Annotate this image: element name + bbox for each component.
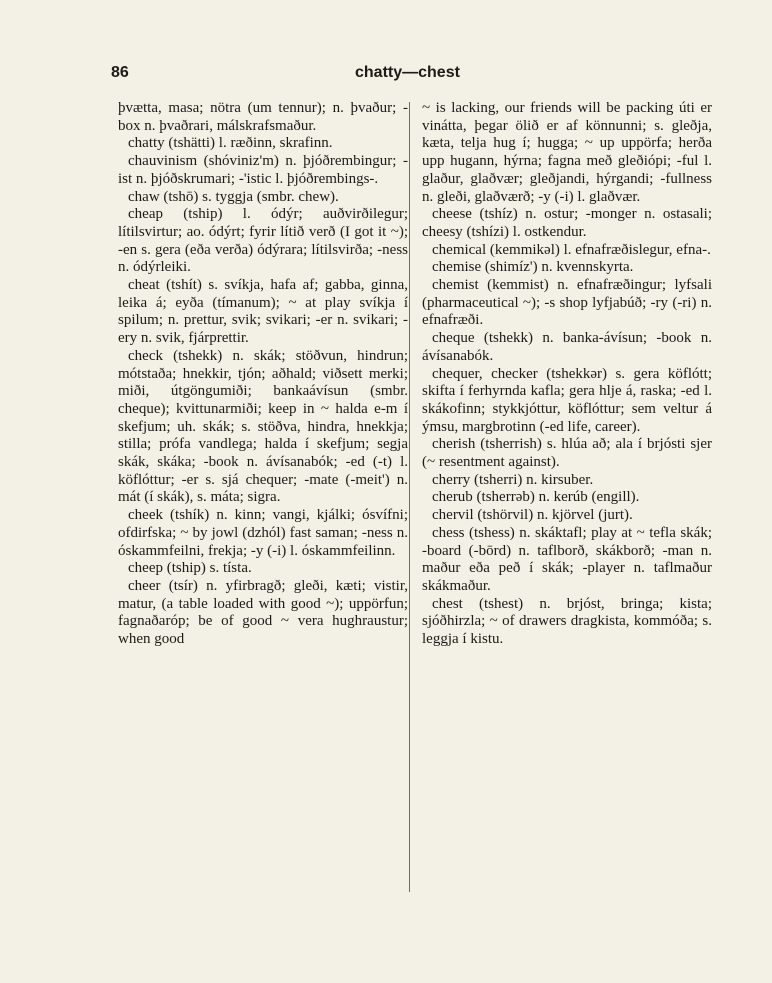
dictionary-entry: chemise (shimíz') n. kvennskyrta.: [432, 259, 634, 276]
dictionary-entry: þvætta, masa; nötra (um tennur); n. þvaður; -box n. þvaðrari, málskrafsmaður.: [118, 100, 408, 134]
dictionary-entry: chequer, checker (tshekkər) s. gera köflótt; skifta í ferhyrnda kafla; gera hlje á, raska; -ed l. skákofinn; stykkjóttur, köflóttur; sem veltur á ýmsu, margbrotinn (-ed life, career).: [422, 365, 712, 435]
column-divider: [409, 102, 410, 892]
dictionary-entry: chess (tshess) n. skáktafl; play at ~ tefla skák; -board (-bōrd) n. taflborð, skákborð; -man n. maður eða peð í skák; -player n. taflmaður skákmaður.: [422, 524, 712, 594]
dictionary-entry: cheer (tsír) n. yfirbragð; gleði, kæti; vistir, matur, (a table loaded with good ~); uppörfun; fagnaðaróp; be of good ~ vera hughraustur; when good: [118, 577, 408, 648]
page-number: 86: [111, 64, 129, 81]
dictionary-entry: ~ is lacking, our friends will be packing úti er vinátta, þegar ölið er af könnunni; s. gleðja, kæta, telja hug í; hugga; ~ up uppörfa; herða upp hugann, hýrna; fagna með gleðiópi; -ful l. glaður, glaðvær; gleðjandi, hýrgandi; -fullness n. gleði, glaðværð; -y (-i) l. glaðvær.: [422, 100, 712, 205]
dictionary-entry: cheat (tshít) s. svíkja, hafa af; gabba, ginna, leika á; eyða (tímanum); ~ at play svíkja í spilum; n. prettur, svik; svikari; -er n. svikari; -ery n. svik, fjárprettir.: [118, 277, 408, 347]
dictionary-entry: chervil (tshörvil) n. kjörvel (jurt).: [432, 507, 633, 524]
dictionary-entry: cheek (tshík) n. kinn; vangi, kjálki; ósvífni; ofdirfska; ~ by jowl (dzhól) fast saman; -ness n. óskammfeilni, frekja; -y (-i) l. óskammfeilinn.: [118, 507, 408, 559]
dictionary-entry: chaw (tshō) s. tyggja (smbr. chew).: [128, 188, 339, 205]
dictionary-entry: cherry (tsherri) n. kirsuber.: [432, 471, 594, 488]
dictionary-entry: cheap (tship) l. ódýr; auðvirðilegur; lítilsvirtur; ao. ódýrt; fyrir lítið verð (I got it ~); -en s. gera (eða verða) ódýrara; lítilsvirða; -ness n. ódýrleiki.: [118, 206, 408, 276]
dictionary-entry: cherub (tsherrəb) n. kerúb (engill).: [432, 489, 640, 506]
dictionary-entry: cheep (tship) s. tísta.: [128, 560, 252, 577]
right-column: [422, 100, 712, 649]
dictionary-entry: cheese (tshíz) n. ostur; -monger n. ostasali; cheesy (tshízi) l. ostkendur.: [422, 206, 712, 240]
running-head: chatty—chest: [355, 64, 460, 81]
dictionary-entry: cheque (tshekk) n. banka-ávísun; -book n. ávísanabók.: [422, 330, 712, 364]
dictionary-entry: chemical (kemmikəl) l. efnafræðislegur, efna-.: [432, 241, 711, 258]
dictionary-entry: chatty (tshätti) l. ræðinn, skrafinn.: [128, 135, 333, 152]
left-column: [118, 100, 408, 649]
dictionary-entry: cherish (tsherrish) s. hlúa að; ala í brjósti sjer (~ resentment against).: [422, 436, 712, 471]
dictionary-entry: chest (tshest) n. brjóst, bringa; kista; sjóðhirzla; ~ of drawers dragkista, kommóða; s. leggja í kistu.: [422, 595, 712, 648]
dictionary-entry: chauvinism (shóviniz'm) n. þjóðrembingur; -ist n. þjóðskrumari; -'istic l. þjóðrembings-.: [118, 153, 408, 187]
dictionary-entry: chemist (kemmist) n. efnafræðingur; lyfsali (pharmaceutical ~); -s shop lyfjabúð; -ry (-ri) n. efnafræði.: [422, 277, 712, 329]
dictionary-entry: check (tshekk) n. skák; stöðvun, hindrun; mótstaða; hnekkir, tjón; aðhald; viðsett merki; miði, útgöngumiði; bankaávísun (smbr. cheque); kvittunarmiði; keep in ~ halda e-m í skefjum; uh. skák; s. stöðva, hindra, hnekkja; stilla; prófa vandlega; halda í skefjum; segja skák, skáka; -book n. ávísanabók; -ed (-t) l. köflóttur; -er s. sjá chequer; -mate (-meit') n. mát (í skák), s. máta; sigra.: [118, 347, 408, 506]
